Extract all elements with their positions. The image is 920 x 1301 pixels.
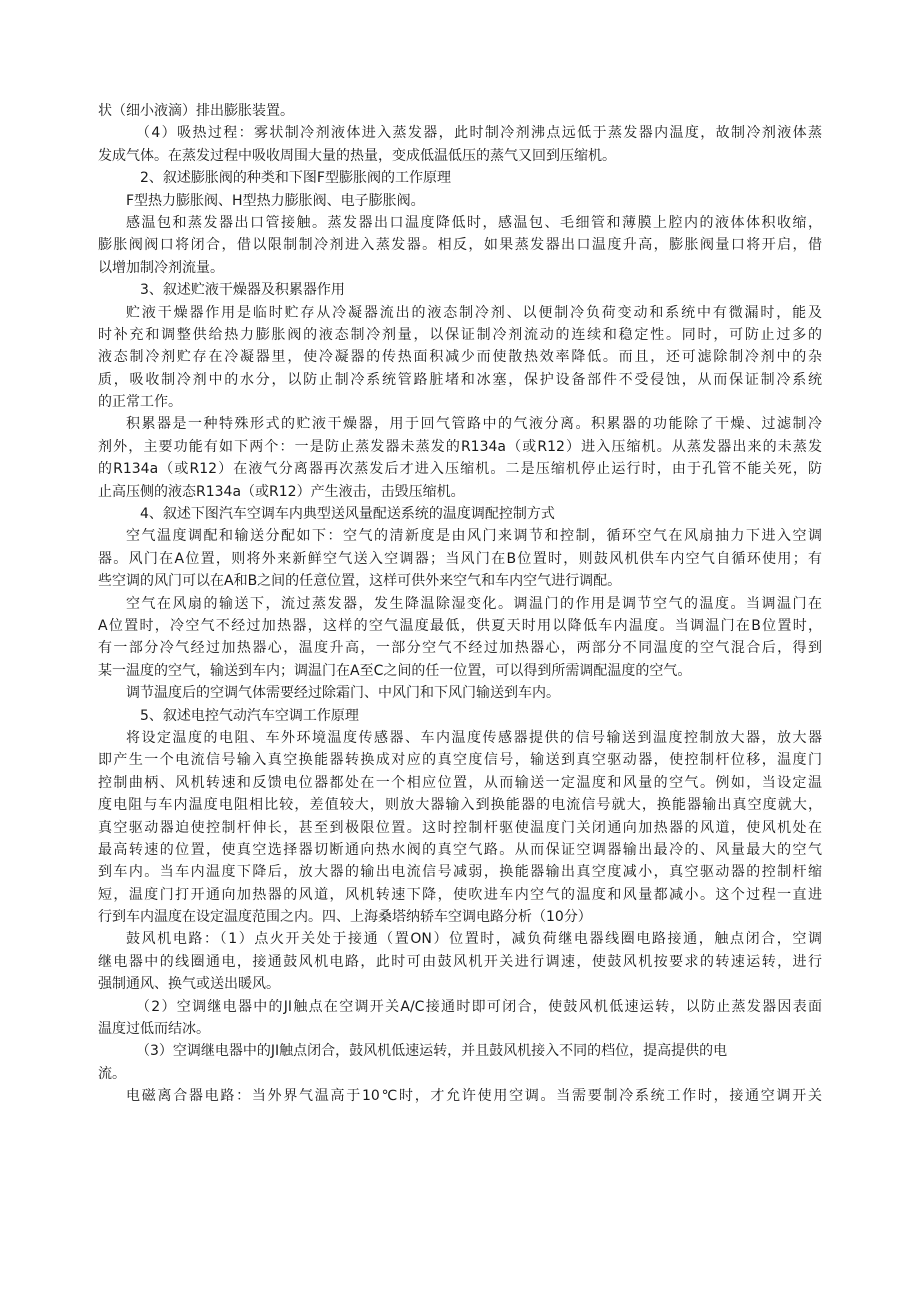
text-line: （2）空调继电器中的JI触点在空调开关A/C接通时即可闭合，使鼓风机低速运转，以防止蒸发器因表面 [136,998,822,1015]
text-line: 将设定温度的电阻、车外环境温度传感器、车内温度传感器提供的信号输送到温度控制放大器，放大器 [126,729,822,746]
text-line: 度电阻与车内温度电阻相比较，差值较大，则放大器输入到换能器的电流信号就大，换能器输出真空度就大， [98,797,822,814]
text-line: （4）吸热过程：雾状制冷剂液体进入蒸发器，此时制冷剂沸点远低于蒸发器内温度，故制冷剂液体蒸 [136,125,822,142]
text-line: 到车内。当车内温度下降后，放大器的输出电流信号减弱，换能器输出真空度减小，真空驱动器的控制杆缩 [98,864,822,881]
text-line: 短，温度门打开通向加热器的风道，风机转速下降，使吹进车内空气的温度和风量都减小。这个过程一直进 [98,886,822,903]
text-line: 最高转速的位置，使真空选择器切断通向热水阀的真空气路。从而保证空调器输出最冷的、风量最大的空气 [98,841,822,858]
text-line: 控制曲柄、风机转速和反馈电位器都处在一个相应位置，从而输送一定温度和风量的空气。例如，当设定温 [98,774,822,791]
text-line: 3、叙述贮液干燥器及积累器作用 [140,282,345,299]
text-line: 感温包和蒸发器出口管接触。蒸发器出口温度降低时，感温包、毛细管和薄膜上腔内的液体体积收缩， [126,214,822,231]
text-line: 些空调的风门可以在A和B之间的任意位置，这样可供外来空气和车内空气进行调配。 [98,573,622,590]
text-line: 继电器中的线圈通电，接通鼓风机电路，此时可由鼓风机开关进行调速，使鼓风机按要求的转速运转，进行 [98,953,822,970]
text-line: 器。风门在A位置，则将外来新鲜空气送入空调器；当风门在B位置时，则鼓风机供车内空气自循环使用；有 [98,550,822,567]
text-line: 液态制冷剂贮存在冷凝器里，使冷凝器的传热面积减少而使散热效率降低。而且，还可滤除制冷剂中的杂 [98,349,822,366]
text-line: 贮液干燥器作用是临时贮存从冷凝器流出的液态制冷剂、以便制冷负荷变动和系统中有微漏时，能及 [126,304,822,321]
text-line: 即产生一个电流信号输入真空换能器转换成对应的真空度信号，输送到真空驱动器，使控制杆位移，温度门 [98,752,822,769]
text-line: 膨胀阀阀口将闭合，借以限制制冷剂进入蒸发器。相反，如果蒸发器出口温度升高，膨胀阀量口将开启，借 [98,237,822,254]
text-line: A位置时，冷空气不经过加热器，这样的空气温度最低，供夏天时用以降低车内温度。当调温门在B位置时， [98,617,822,634]
text-line: 状（细小液滴）排出膨胀装置。 [98,103,294,119]
text-line: F型热力膨胀阀、H型热力膨胀阀、电子膨胀阀。 [126,192,425,209]
text-line: 止高压侧的液态R134a（或R12）产生液击，击毁压缩机。 [98,483,465,500]
text-line: 5、叙述电控气动汽车空调工作原理 [140,707,359,724]
text-line: 剂外，主要功能有如下两个：一是防止蒸发器未蒸发的R134a（或R12）进入压缩机。从蒸发器出来的未蒸发 [98,438,822,455]
text-line: 质，吸收制冷剂中的水分，以防止制冷系统管路脏堵和冰塞，保护设备部件不受侵蚀，从而保证制冷系统 [98,371,822,388]
text-line: 2、叙述膨胀阀的种类和下图F型膨胀阀的工作原理 [140,170,451,187]
text-line: 积累器是一种特殊形式的贮液干燥器，用于回气管路中的气液分离。积累器的功能除了干燥、过滤制冷 [126,416,822,433]
text-line: 以增加制冷剂流量。 [98,259,224,276]
document-body [98,100,822,1108]
text-line: （3）空调继电器中的JI触点闭合，鼓风机低速运转，并且鼓风机接入不同的档位，提高提供的电 [136,1043,728,1060]
text-line: 电磁离合器电路：当外界气温高于10℃时，才允许使用空调。当需要制冷系统工作时，接通空调开关 [126,1088,822,1105]
text-line: 温度过低而结冰。 [98,1021,210,1038]
text-line: 有一部分冷气经过加热器心，温度升高，一部分空气不经过加热器心，两部分不同温度的空气混合后，得到 [98,640,822,657]
text-line: 空气在风扇的输送下，流过蒸发器，发生降温除湿变化。调温门的作用是调节空气的温度。当调温门在 [126,595,822,612]
text-line: 某一温度的空气，输送到车内；调温门在A至C之间的任一位置，可以得到所需调配温度的空气。 [98,662,692,679]
text-line: 流。 [98,1065,126,1082]
text-line: 真空驱动器迫使控制杆伸长，甚至到极限位置。这时控制杆驱使温度门关闭通向加热器的风道，使风机处在 [98,819,822,836]
text-line: 调节温度后的空调气体需要经过除霜门、中风门和下风门输送到车内。 [126,685,560,702]
text-line: 行到车内温度在设定温度范围之内。四、上海桑塔纳轿车空调电路分析（10分） [98,909,592,926]
text-line: 强制通风、换气或送出暖风。 [98,976,280,993]
text-line: 的正常工作。 [98,394,182,411]
text-line: 空气温度调配和输送分配如下：空气的清新度是由风门来调节和控制，循环空气在风扇抽力下进入空调 [126,528,822,545]
text-line: 鼓风机电路：（1）点火开关处于接通（置ON）位置时，减负荷继电器线圈电路接通，触点闭合，空调 [126,931,822,948]
text-line: 4、叙述下图汽车空调车内典型送风量配送系统的温度调配控制方式 [140,506,555,523]
text-line: 时补充和调整供给热力膨胀阀的液态制冷剂量，以保证制冷剂流动的连续和稳定性。同时，可防止过多的 [98,326,822,343]
text-line: 的R134a（或R12）在液气分离器再次蒸发后才进入压缩机。二是压缩机停止运行时，由于孔管不能关死，防 [98,461,822,478]
text-line: 发成气体。在蒸发过程中吸收周围大量的热量，变成低温低压的蒸气又回到压缩机。 [98,147,616,164]
